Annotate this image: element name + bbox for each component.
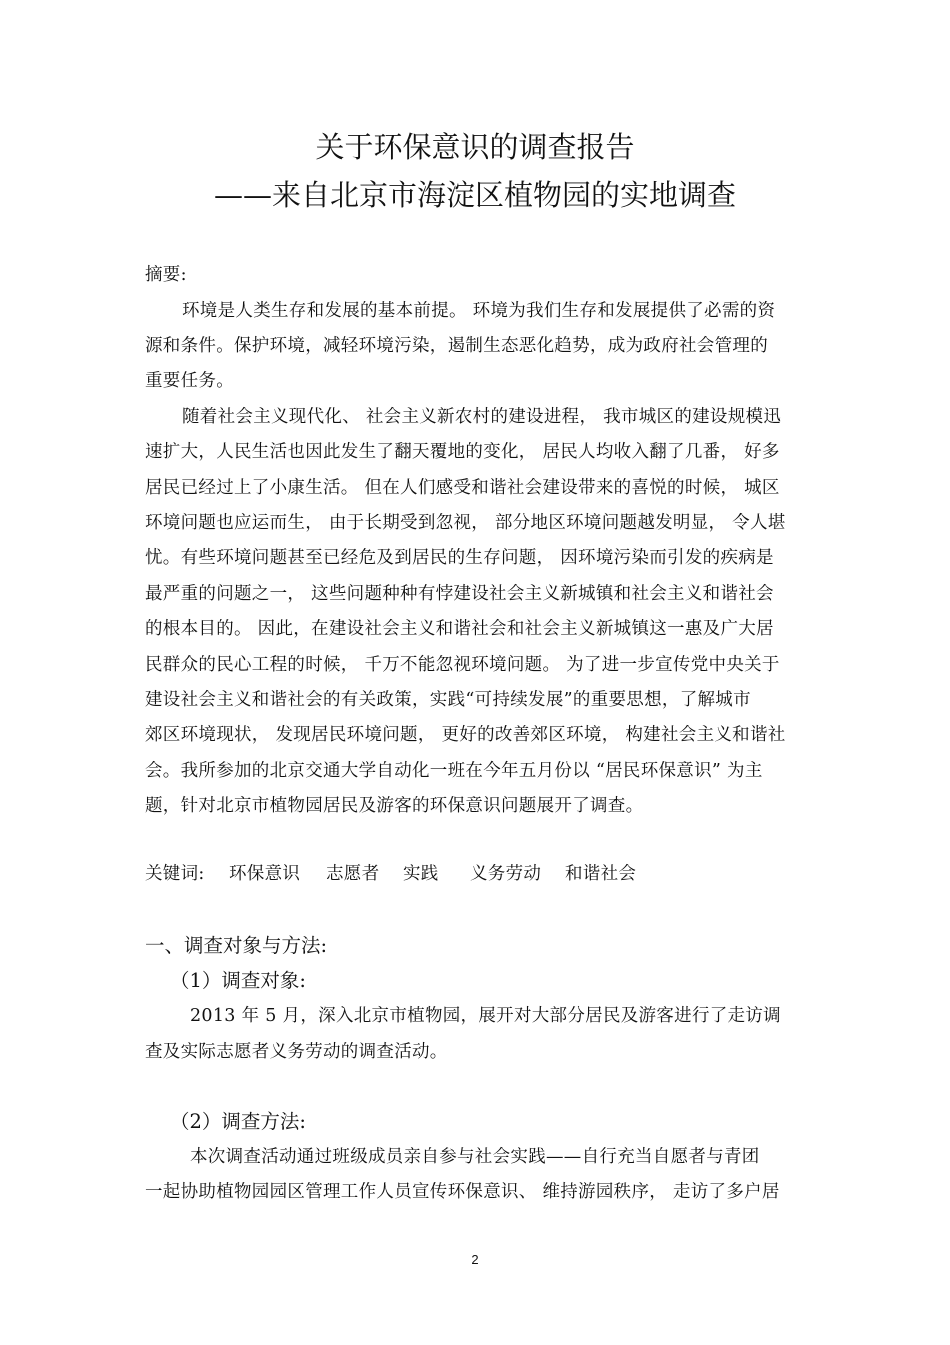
keyword-item: 志愿者 <box>326 864 380 884</box>
abstract-p2-line: 速扩大，人民生活也因此发生了翻天覆地的变化， 居民人均收入翻了几番， 好多 <box>145 442 780 462</box>
abstract-p2-line: 会。我所参加的北京交通大学自动化一班在今年五月份以 “居民环保意识” 为主 <box>145 761 763 781</box>
abstract-p2-line: 的根本目的。 因此，在建设社会主义和谐社会和社会主义新城镇这一惠及广大居 <box>145 619 774 639</box>
abstract-p2-line: 忧。有些环境问题甚至已经危及到居民的生存问题， 因环境污染而引发的疾病是 <box>145 548 774 568</box>
subsection-heading: （1）调查对象: <box>170 969 306 992</box>
body-line: 本次调查活动通过班级成员亲自参与社会实践——自行充当自愿者与青团 <box>190 1147 760 1167</box>
body-line: 查及实际志愿者义务劳动的调查活动。 <box>145 1042 448 1062</box>
abstract-p2-line: 民群众的民心工程的时候， 千万不能忽视环境问题。 为了进一步宣传党中央关于 <box>145 655 780 675</box>
abstract-p2-line: 最严重的问题之一， 这些问题种种有悖建设社会主义新城镇和社会主义和谐社会 <box>145 584 774 604</box>
abstract-heading: 摘要: <box>145 265 187 285</box>
abstract-p2-line: 题，针对北京市植物园居民及游客的环保意识问题展开了调查。 <box>145 796 644 816</box>
abstract-p1-line: 环境是人类生存和发展的基本前提。 环境为我们生存和发展提供了必需的资 <box>182 301 776 321</box>
section-heading: 一、调查对象与方法: <box>145 934 328 957</box>
abstract-p2-line: 郊区环境现状， 发现居民环境问题， 更好的改善郊区环境， 构建社会主义和谐社 <box>145 725 786 745</box>
keyword-item: 环保意识 <box>229 864 301 884</box>
abstract-p2-line: 居民已经过上了小康生活。 但在人们感受和谐社会建设带来的喜悦的时候， 城区 <box>145 478 780 498</box>
body-line: 一起协助植物园园区管理工作人员宣传环保意识、 维持游园秩序， 走访了多户居 <box>145 1182 780 1202</box>
abstract-p2-line: 环境问题也应运而生， 由于长期受到忽视， 部分地区环境问题越发明显， 令人堪 <box>145 513 786 533</box>
abstract-p1-line: 重要任务。 <box>145 371 234 391</box>
keyword-item: 实践 <box>403 864 439 884</box>
subsection-heading: （2）调查方法: <box>170 1110 306 1133</box>
abstract-p2-line: 建设社会主义和谐社会的有关政策，实践“可持续发展”的重要思想，了解城市 <box>145 690 751 710</box>
abstract-p2-line: 随着社会主义现代化、 社会主义新农村的建设进程， 我市城区的建设规模迅 <box>182 407 782 427</box>
keyword-item: 义务劳动 <box>470 864 542 884</box>
body-line: 2013 年 5 月，深入北京市植物园，展开对大部分居民及游客进行了走访调 <box>190 1006 781 1026</box>
abstract-p1-line: 源和条件。保护环境，减轻环境污染，遏制生态恶化趋势，成为政府社会管理的 <box>145 336 768 356</box>
keyword-item: 和谐社会 <box>565 864 637 884</box>
report-title: 关于环保意识的调查报告 <box>315 130 635 164</box>
keywords-label: 关键词: <box>145 864 205 884</box>
page-number: 2 <box>471 1252 479 1267</box>
report-subtitle: ——来自北京市海淀区植物园的实地调查 <box>213 178 736 212</box>
